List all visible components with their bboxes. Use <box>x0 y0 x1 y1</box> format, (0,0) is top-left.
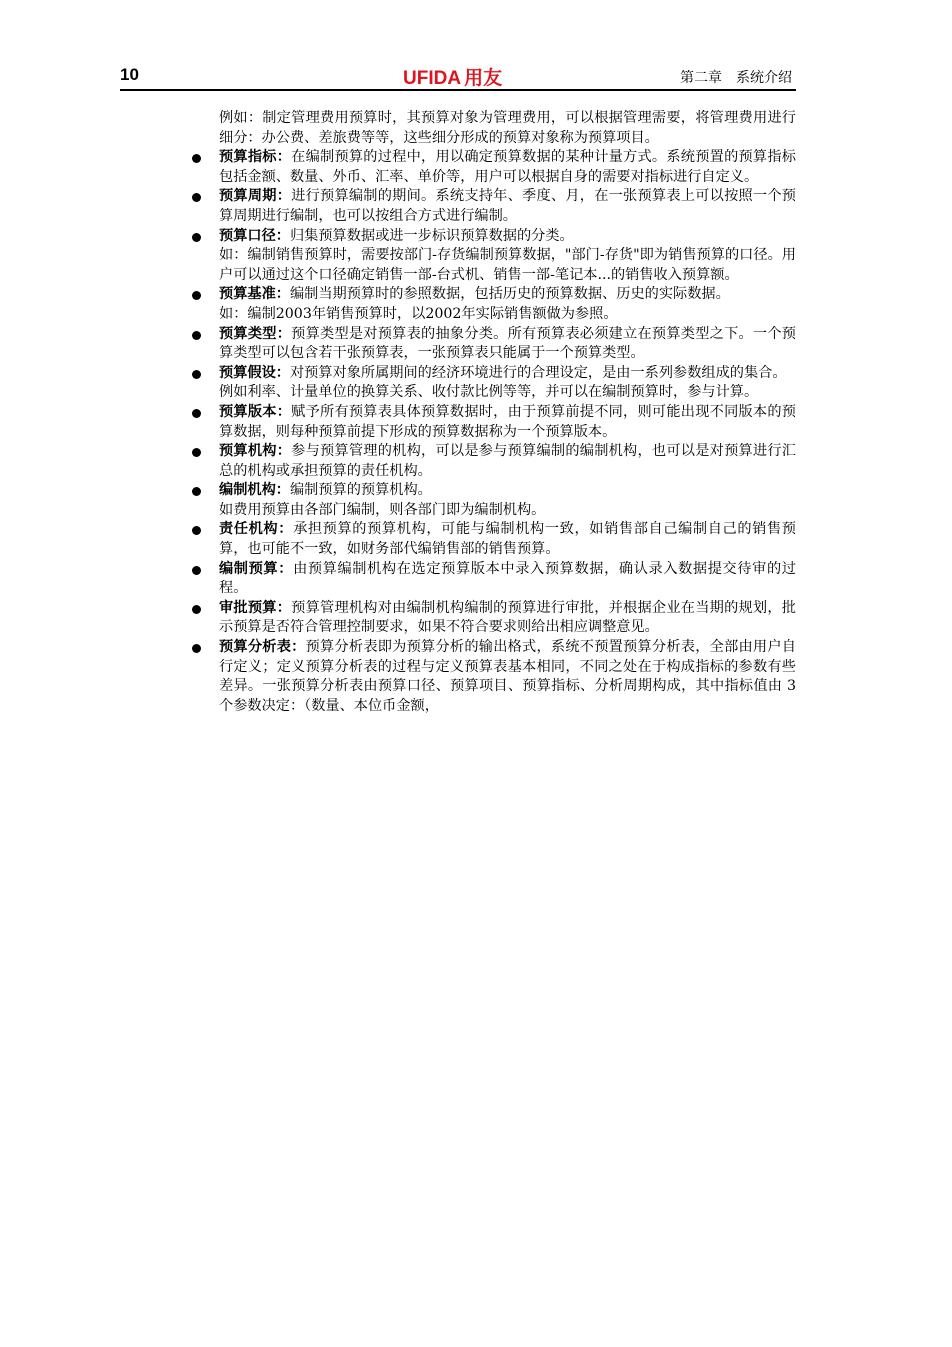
definition: 由预算编制机构在选定预算版本中录入预算数据，确认录入数据提交待审的过程。 <box>219 560 796 597</box>
list-item <box>190 285 796 305</box>
term: 预算版本： <box>219 403 292 420</box>
bullet-icon <box>192 448 201 457</box>
definition: 编制当期预算时的参照数据，包括历史的预算数据、历史的实际数据。 <box>289 286 730 303</box>
list-item <box>190 520 796 559</box>
definition: 参与预算管理的机构，可以是参与预算编制的编制机构，也可以是对预算进行汇总的机构或承担预算的责任机构。 <box>219 443 796 479</box>
bullet-icon <box>192 291 201 300</box>
term: 责任机构： <box>219 521 294 538</box>
bullet-icon <box>192 487 201 496</box>
list-item <box>190 227 796 247</box>
list-item <box>190 364 796 384</box>
definition: 在编制预算的过程中，用以确定预算数据的某种计量方式。系统预置的预算指标包括金额、数量、外币、汇率、单价等，用户可以根据自身的需要对指标进行自定义。 <box>219 149 796 185</box>
page-header <box>120 63 796 91</box>
chapter-title: 第二章 系统介绍 <box>680 70 792 86</box>
logo-text-en: UFIDA <box>403 68 462 89</box>
term: 预算周期： <box>219 188 292 205</box>
bullet-icon <box>192 605 201 614</box>
bullet-icon <box>192 154 201 163</box>
bullet-icon <box>192 233 201 242</box>
bullet-icon <box>192 644 201 653</box>
list-item <box>190 187 796 226</box>
bullet-icon <box>192 331 201 340</box>
term: 预算口径： <box>219 227 290 244</box>
bullet-icon <box>192 193 201 202</box>
list-item <box>190 560 796 599</box>
bullet-icon <box>192 370 201 379</box>
term: 预算基准： <box>219 286 290 303</box>
term: 预算机构： <box>219 443 292 460</box>
example-note: 如：编制2003年销售预算时，以2002年实际销售额做为参照。 <box>219 305 618 322</box>
bullet-icon <box>192 526 201 535</box>
term: 预算分析表： <box>219 639 306 656</box>
intro-note: 例如：制定管理费用预算时，其预算对象为管理费用，可以根据管理需要，将管理费用进行细分：办公费、差旅费等等，这些细分形成的预算对象称为预算项目。 <box>219 110 796 146</box>
list-item <box>190 148 796 187</box>
logo-text-cn: 用友 <box>464 68 503 89</box>
definition: 进行预算编制的期间。系统支持年、季度、月，在一张预算表上可以按照一个预算周期进行编制，也可以按组合方式进行编制。 <box>219 188 796 224</box>
list-item <box>190 325 796 364</box>
bullet-icon <box>192 566 201 575</box>
term: 编制机构： <box>219 482 290 499</box>
list-item <box>190 638 796 716</box>
term: 预算类型： <box>219 325 292 342</box>
definition: 赋予所有预算表具体预算数据时，由于预算前提不同，则可能出现不同版本的预算数据，则每种预算前提下形成的预算数据称为一个预算版本。 <box>219 403 796 440</box>
definition: 预算分析表即为预算分析的输出格式，系统不预置预算分析表，全部由用户自行定义；定义预算分析表的过程与定义预算表基本相同，不同之处在于构成指标的参数有些差异。一张预算分析表由预算口径、预算项目、预算指标、分析周期构成，其中指标值由 3 个参数决定：（数量、本位币金额， <box>219 639 796 714</box>
page-number: 10 <box>120 65 139 84</box>
definition: 对预算对象所属期间的经济环境进行的合理设定，是由一系列参数组成的集合。 <box>289 364 787 381</box>
term: 预算指标： <box>219 149 292 166</box>
example-note: 如：编制销售预算时，需要按部门-存货编制预算数据，"部门-存货"即为销售预算的口径。用户可以通过这个口径确定销售一部-台式机、销售一部-笔记本...的销售收入预算额。 <box>219 247 796 283</box>
example-note: 如费用预算由各部门编制，则各部门即为编制机构。 <box>219 501 546 518</box>
definition: 编制预算的预算机构。 <box>289 482 432 499</box>
list-item <box>190 442 796 481</box>
list-item <box>190 481 796 501</box>
definition: 归集预算数据或进一步标识预算数据的分类。 <box>289 227 574 244</box>
example-note: 例如利率、计量单位的换算关系、收付款比例等等，并可以在编制预算时，参与计算。 <box>219 384 759 401</box>
term: 编制预算： <box>219 560 294 577</box>
definition: 承担预算的预算机构，可能与编制机构一致，如销售部自己编制自己的销售预算，也可能不一致，如财务部代编销售部的销售预算。 <box>219 521 796 558</box>
definition: 预算类型是对预算表的抽象分类。所有预算表必须建立在预算类型之下。一个预算类型可以包含若干张预算表，一张预算表只能属于一个预算类型。 <box>219 325 796 362</box>
list-item <box>190 599 796 638</box>
page-body <box>190 109 796 716</box>
definition: 预算管理机构对由编制机构编制的预算进行审批，并根据企业在当期的规划，批示预算是否符合管理控制要求，如果不符合要求则给出相应调整意见。 <box>219 599 796 636</box>
bullet-icon <box>192 409 201 418</box>
ufida-logo <box>403 63 502 90</box>
term: 审批预算： <box>219 599 292 616</box>
term: 预算假设： <box>219 364 290 381</box>
list-item <box>190 403 796 442</box>
